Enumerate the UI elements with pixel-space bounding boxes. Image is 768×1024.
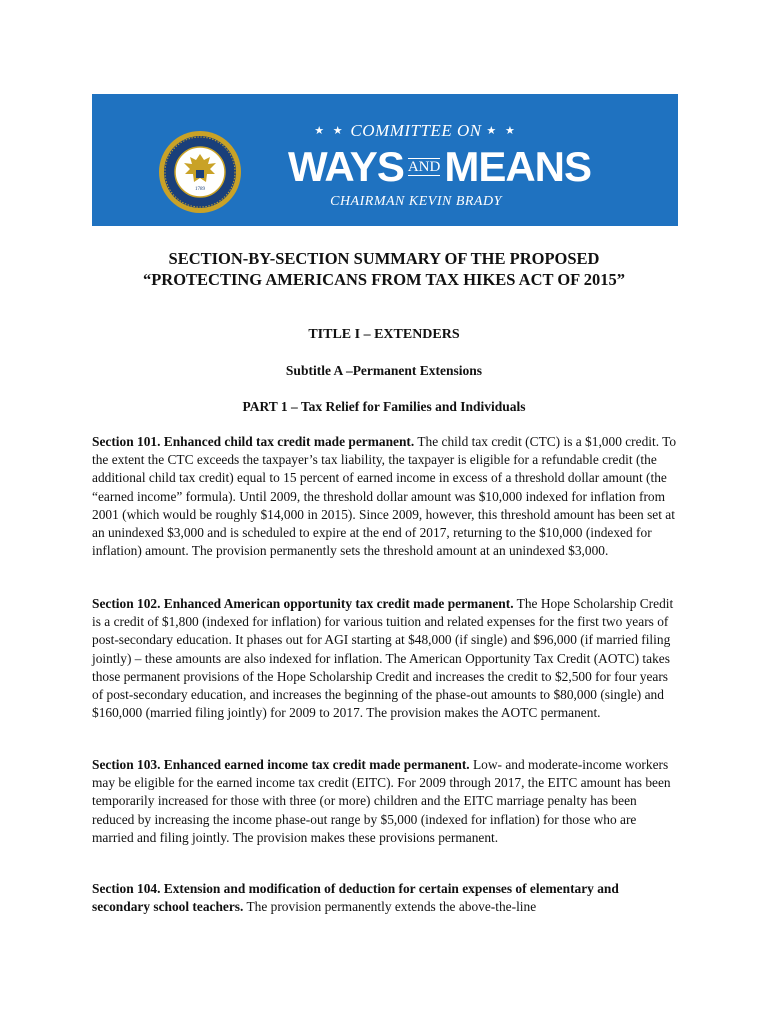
- ways-and-means-wordmark: [288, 143, 592, 190]
- section-paragraph: [92, 756, 678, 847]
- section-heading: Section 101. Enhanced child tax credit made permanent.: [92, 434, 415, 449]
- committee-seal-icon: [158, 130, 242, 214]
- section-body: The provision permanently extends the above-the-line: [243, 899, 537, 915]
- committee-banner: [92, 94, 678, 226]
- committee-label: COMMITTEE ON: [350, 121, 482, 140]
- section-body: Low- and moderate-income workers may be eligible for the earned income tax credit (EITC). For 2009 through 2017, the EITC amount has been temporarily increased for those with three (or more) children and the EITC marriage penalty has been reduced by increasing the income phase-out range by $5,000 (indexed for inflation) for those who are married and filing jointly. The provision makes these provisions permanent.: [92, 757, 671, 845]
- section-paragraph: [92, 433, 678, 560]
- section-heading: Section 104. Extension and modification of deduction for certain expenses of elementary and secondary school teachers.: [92, 881, 619, 915]
- section-body: The child tax credit (CTC) is a $1,000 credit. To the extent the CTC exceeds the taxpayer’s tax liability, the taxpayer is eligible for a refundable credit (the additional child tax credit) equal to 15 percent of earned income in excess of a threshold dollar amount (the “earned income” formula). Until 2009, the threshold dollar amount was $10,000 indexed for inflation from 2001 (which would be roughly $14,000 in 2015). Since 2009, however, this threshold amount has been set at an unindexed $3,000 and is scheduled to expire at the end of 2017, returning to the $10,000 (indexed for inflation) amount. The provision permanently sets the threshold amount at an unindexed $3,000.: [92, 434, 677, 559]
- and-word: AND: [407, 159, 441, 175]
- document-title-line1: SECTION-BY-SECTION SUMMARY OF THE PROPOSED: [168, 249, 600, 268]
- part-heading: PART 1 – Tax Relief for Families and Individuals: [242, 399, 526, 414]
- document-title: [60, 248, 708, 290]
- banner-title-block: [288, 120, 592, 210]
- seal-year: 1789: [195, 187, 205, 192]
- section-body: The Hope Scholarship Credit is a credit of $1,800 (indexed for inflation) for various tuition and related expenses for the first two years of post-secondary education. It phases out for AGI starting at $48,000 (if single) and $96,000 (if married filing jointly) – these amounts are also indexed for inflation. The American Opportunity Tax Credit (AOTC) takes those permanent provisions of the Hope Scholarship Credit and increases the credit to $2,500 for four years of post-secondary education, and increases the beginning of the phase-out amounts to $80,000 (single) and $160,000 (married filing jointly) for 2009 to 2017. The provision makes the AOTC permanent.: [92, 596, 674, 721]
- chairman-line: CHAIRMAN KEVIN BRADY: [330, 194, 502, 209]
- section-heading: Section 103. Enhanced earned income tax credit made permanent.: [92, 757, 470, 772]
- star-icon: ★ ★: [314, 125, 346, 137]
- section-paragraph: [92, 595, 678, 722]
- section-heading: Section 102. Enhanced American opportunity tax credit made permanent.: [92, 596, 514, 611]
- star-icon: ★ ★: [486, 125, 518, 137]
- means-word: MEANS: [444, 143, 592, 190]
- ways-word: WAYS: [288, 143, 404, 190]
- committee-line: [288, 120, 544, 142]
- section-paragraph: [92, 880, 678, 916]
- document-title-line2: “PROTECTING AMERICANS FROM TAX HIKES ACT OF 2015”: [142, 270, 626, 289]
- subtitle-heading: Subtitle A –Permanent Extensions: [285, 363, 483, 378]
- title-heading: TITLE I – EXTENDERS: [308, 327, 460, 342]
